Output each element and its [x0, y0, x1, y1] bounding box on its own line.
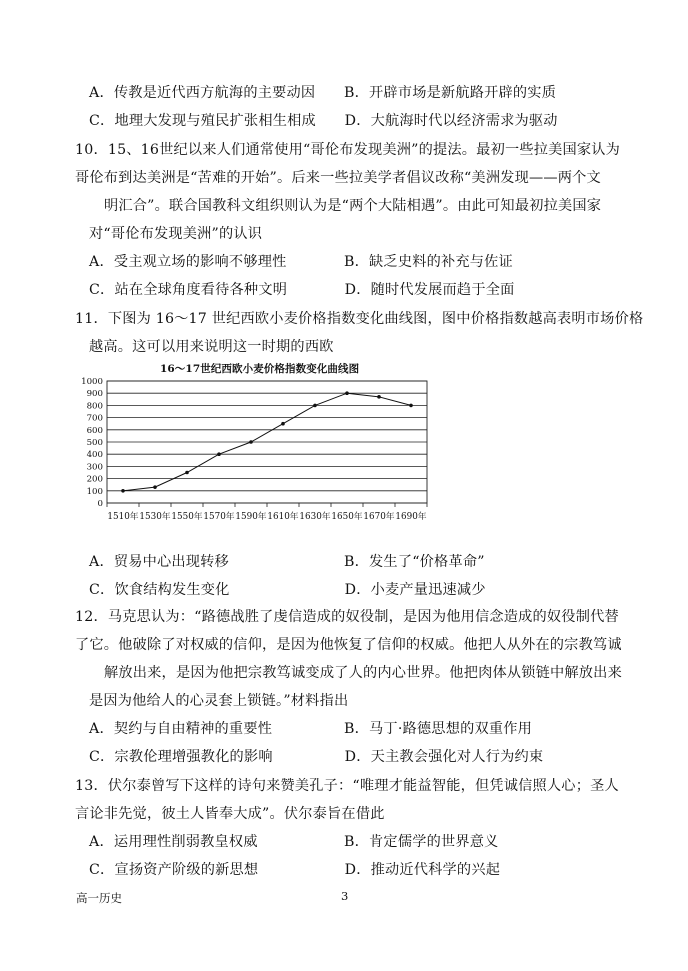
question-10-stem: 哥伦布到达美洲是“苦难的开始”。后来一些拉美学者倡议改称“美洲发现——两个文 [75, 170, 601, 186]
y-tick-label: 400 [86, 450, 103, 461]
option-line: C．站在全球角度看待各种文明 D．随时代发展而趋于全面 [89, 282, 515, 298]
question-11-stem: 越高。这可以用来说明这一时期的西欧 [89, 339, 334, 355]
data-point [249, 440, 253, 444]
question-10-stem: 明汇合”。联合国教科文组织则认为是“两个大陆相遇”。由此可知最初拉美国家 [104, 198, 602, 214]
data-point [217, 452, 221, 456]
option-line: C．饮食结构发生变化 D．小麦产量迅速减少 [89, 582, 486, 598]
option-line: C．宗教伦理增强教化的影响 D．天主教会强化对人行为约束 [89, 749, 544, 765]
x-tick-label: 1510年 [107, 512, 139, 522]
x-tick-label: 1590年 [235, 512, 267, 522]
question-12-stem: 了它。他破除了对权威的信仰，是因为他恢复了信仰的权威。他把人从外在的宗教笃诚 [75, 637, 622, 653]
y-tick-label: 300 [86, 462, 103, 473]
x-tick-label: 1650年 [331, 512, 363, 522]
data-point [313, 404, 317, 408]
question-13-stem: 13．伏尔泰曾写下这样的诗句来赞美孔子：“唯理才能益智能，但凭诚信照人心；圣人 [75, 778, 619, 794]
question-11-stem: 11．下图为 16～17 世纪西欧小麦价格指数变化曲线图，图中价格指数越高表明市场价格 [75, 311, 644, 327]
footer-page-number: 3 [341, 889, 349, 903]
question-12-stem: 12．马克思认为：“路德战胜了虔信造成的奴役制，是因为他用信念造成的奴役制代替 [75, 609, 619, 625]
x-tick-label: 1550年 [171, 512, 203, 522]
y-tick-label: 700 [86, 413, 103, 424]
x-tick-label: 1670年 [363, 512, 395, 522]
y-tick-label: 600 [86, 425, 103, 436]
data-point [345, 391, 349, 395]
data-point [281, 422, 285, 426]
option-line: A．运用理性削弱教皇权威 B．肯定儒学的世界意义 [89, 834, 499, 850]
option-line: C．宣扬资产阶级的新思想 D．推动近代科学的兴起 [89, 862, 501, 878]
data-point [121, 489, 125, 493]
x-tick-label: 1530年 [139, 512, 171, 522]
y-tick-label: 100 [86, 486, 103, 497]
footer-subject: 高一历史 [76, 891, 122, 905]
x-tick-label: 1630年 [299, 512, 331, 522]
y-tick-label: 0 [97, 499, 103, 509]
y-tick-label: 200 [86, 474, 103, 485]
chart-title: 16～17世纪西欧小麦价格指数变化曲线图 [160, 363, 360, 375]
option-line: A．贸易中心出现转移 B．发生了“价格革命” [89, 554, 485, 570]
question-13-stem: 言论非先觉，彼土人皆奉大成”。伏尔泰旨在借此 [75, 806, 385, 822]
x-tick-label: 1610年 [267, 512, 299, 522]
option-line: A．受主观立场的影响不够理性 B．缺乏史料的补充与佐证 [89, 254, 513, 270]
y-tick-label: 900 [86, 389, 103, 400]
data-point [377, 395, 381, 399]
data-point [185, 471, 189, 475]
x-tick-label: 1570年 [203, 512, 235, 522]
question-10-stem: 10．15、16世纪以来人们通常使用“哥伦布发现美洲”的提法。最初一些拉美国家认为 [75, 142, 621, 158]
option-line: A．传教是近代西方航海的主要动因 B．开辟市场是新航路开辟的实质 [89, 85, 557, 101]
x-tick-label: 1690年 [395, 512, 427, 522]
option-line: C．地理大发现与殖民扩张相生相成 D．大航海时代以经济需求为驱动 [89, 113, 558, 129]
plot-frame [107, 381, 427, 503]
data-point [409, 404, 413, 408]
option-line: A．契约与自由精神的重要性 B．马丁·路德思想的双重作用 [89, 721, 533, 737]
question-10-stem: 对“哥伦布发现美洲”的认识 [89, 226, 263, 242]
y-tick-label: 500 [86, 438, 103, 448]
y-tick-label: 800 [86, 401, 103, 412]
data-point [153, 485, 157, 489]
series-line [123, 393, 411, 491]
y-tick-label: 1000 [81, 377, 103, 387]
question-12-stem: 是因为他给人的心灵套上锁链。”材料指出 [89, 693, 349, 709]
question-12-stem: 解放出来，是因为他把宗教笃诚变成了人的内心世界。他把肉体从锁链中解放出来 [104, 665, 622, 681]
